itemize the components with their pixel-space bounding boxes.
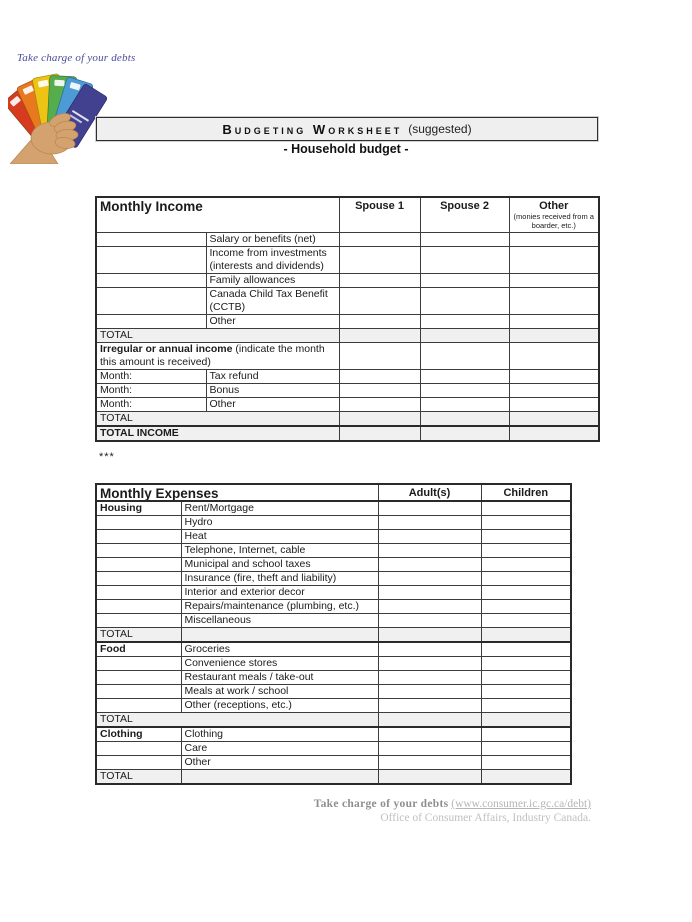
expense-item-cell bbox=[181, 628, 378, 643]
income-table-title: Monthly Income bbox=[96, 197, 339, 232]
income-amount-cell bbox=[509, 369, 599, 383]
income-month-row bbox=[96, 369, 599, 383]
expense-row bbox=[96, 727, 571, 742]
income-amount-cell bbox=[509, 328, 599, 342]
expense-amount-cell bbox=[378, 685, 481, 699]
expense-amount-cell bbox=[378, 600, 481, 614]
expense-row bbox=[96, 600, 571, 614]
expense-amount-cell bbox=[481, 614, 571, 628]
expense-item-label: Repairs/maintenance (plumbing, etc.) bbox=[181, 600, 378, 614]
card-chip bbox=[54, 80, 64, 87]
income-item-label: Family allowances bbox=[206, 273, 339, 287]
income-item-label: Other bbox=[206, 314, 339, 328]
income-month-row bbox=[96, 397, 599, 411]
income-row bbox=[96, 232, 599, 246]
income-amount-cell bbox=[420, 342, 509, 369]
income-col-other-note: (monies received from a boarder, etc.) bbox=[513, 212, 594, 230]
income-amount-cell bbox=[339, 273, 420, 287]
expense-amount-cell bbox=[378, 501, 481, 516]
expense-amount-cell bbox=[378, 558, 481, 572]
expense-row bbox=[96, 614, 571, 628]
expense-category-cell bbox=[96, 699, 181, 713]
income-total-row bbox=[96, 328, 599, 342]
income-total2-label: TOTAL bbox=[96, 411, 339, 426]
expense-category-label: Housing bbox=[96, 501, 181, 516]
income-amount-cell bbox=[339, 342, 420, 369]
housing-total-label: TOTAL bbox=[96, 628, 181, 643]
expense-item-label: Hydro bbox=[181, 516, 378, 530]
expense-category-cell bbox=[96, 756, 181, 770]
income-irregular-label bbox=[96, 342, 339, 369]
total-income-row bbox=[96, 426, 599, 441]
expense-amount-cell bbox=[481, 516, 571, 530]
income-row bbox=[96, 314, 599, 328]
expense-item-label: Municipal and school taxes bbox=[181, 558, 378, 572]
income-amount-cell bbox=[339, 369, 420, 383]
income-cat-cell bbox=[96, 287, 206, 314]
expense-category-cell bbox=[96, 657, 181, 671]
expense-item-label: Restaurant meals / take-out bbox=[181, 671, 378, 685]
expenses-table-title: Monthly Expenses bbox=[96, 484, 378, 501]
expense-amount-cell bbox=[481, 572, 571, 586]
expense-category-label: Food bbox=[96, 642, 181, 657]
income-item-label: Income from investments (interests and dividends) bbox=[206, 246, 339, 273]
expense-row bbox=[96, 558, 571, 572]
income-amount-cell bbox=[509, 426, 599, 441]
income-cat-cell bbox=[96, 314, 206, 328]
income-amount-cell bbox=[509, 246, 599, 273]
expenses-header-row bbox=[96, 484, 571, 501]
expense-item-label: Other (receptions, etc.) bbox=[181, 699, 378, 713]
expense-total-row bbox=[96, 770, 571, 785]
income-amount-cell bbox=[420, 232, 509, 246]
expense-total-row bbox=[96, 713, 571, 728]
income-cat-cell bbox=[96, 232, 206, 246]
expense-amount-cell bbox=[378, 628, 481, 643]
income-amount-cell bbox=[420, 397, 509, 411]
income-amount-cell bbox=[339, 383, 420, 397]
income-row bbox=[96, 273, 599, 287]
income-amount-cell bbox=[509, 273, 599, 287]
monthly-income-table bbox=[95, 196, 600, 442]
expense-amount-cell bbox=[481, 586, 571, 600]
income-irregular-row bbox=[96, 342, 599, 369]
expense-amount-cell bbox=[481, 770, 571, 785]
income-amount-cell bbox=[339, 232, 420, 246]
expense-category-cell bbox=[96, 600, 181, 614]
income-irregular-bold: Irregular or annual income bbox=[100, 342, 233, 355]
expense-item-label: Miscellaneous bbox=[181, 614, 378, 628]
expense-row bbox=[96, 699, 571, 713]
expense-item-label: Convenience stores bbox=[181, 657, 378, 671]
expense-item-label: Rent/Mortgage bbox=[181, 501, 378, 516]
expense-row bbox=[96, 685, 571, 699]
income-col-spouse2: Spouse 2 bbox=[420, 197, 509, 232]
income-item-label: Canada Child Tax Benefit (CCTB) bbox=[206, 287, 339, 314]
footer-tagline: Take charge of your debts bbox=[313, 798, 449, 810]
expense-amount-cell bbox=[378, 530, 481, 544]
expense-item-label: Other bbox=[181, 756, 378, 770]
logo-tagline: Take charge of your debts bbox=[17, 52, 136, 64]
expense-category-cell bbox=[96, 614, 181, 628]
expense-row bbox=[96, 516, 571, 530]
income-amount-cell bbox=[420, 426, 509, 441]
expense-amount-cell bbox=[481, 713, 571, 728]
income-total-row bbox=[96, 411, 599, 426]
total-income-label: TOTAL INCOME bbox=[96, 426, 339, 441]
income-amount-cell bbox=[420, 246, 509, 273]
expense-item-label: Telephone, Internet, cable bbox=[181, 544, 378, 558]
expense-category-cell bbox=[96, 572, 181, 586]
expense-amount-cell bbox=[481, 671, 571, 685]
income-col-other-label: Other bbox=[539, 200, 569, 212]
expense-category-cell bbox=[96, 516, 181, 530]
income-total-label: TOTAL bbox=[96, 328, 339, 342]
section-separator: *** bbox=[99, 451, 115, 463]
income-amount-cell bbox=[420, 328, 509, 342]
expense-amount-cell bbox=[378, 544, 481, 558]
income-item-label: Other bbox=[206, 397, 339, 411]
footer-line1 bbox=[171, 798, 591, 812]
expense-row bbox=[96, 501, 571, 516]
income-amount-cell bbox=[420, 314, 509, 328]
expense-category-cell bbox=[96, 671, 181, 685]
income-header-row bbox=[96, 197, 599, 232]
income-amount-cell bbox=[509, 411, 599, 426]
expense-category-cell bbox=[96, 530, 181, 544]
expense-amount-cell bbox=[481, 657, 571, 671]
expense-amount-cell bbox=[378, 713, 481, 728]
expense-item-label: Care bbox=[181, 742, 378, 756]
expense-category-cell bbox=[96, 544, 181, 558]
month-label: Month: bbox=[96, 397, 206, 411]
income-col-spouse1: Spouse 1 bbox=[339, 197, 420, 232]
income-amount-cell bbox=[420, 369, 509, 383]
income-col-other bbox=[509, 197, 599, 232]
expense-amount-cell bbox=[481, 727, 571, 742]
income-item-label: Bonus bbox=[206, 383, 339, 397]
expense-row bbox=[96, 572, 571, 586]
expense-item-cell bbox=[181, 770, 378, 785]
expense-row bbox=[96, 586, 571, 600]
expense-item-label: Meals at work / school bbox=[181, 685, 378, 699]
income-amount-cell bbox=[420, 383, 509, 397]
expense-item-label: Clothing bbox=[181, 727, 378, 742]
income-amount-cell bbox=[339, 426, 420, 441]
page-title: Budgeting Worksheet bbox=[222, 121, 403, 137]
expense-amount-cell bbox=[378, 770, 481, 785]
expense-amount-cell bbox=[378, 742, 481, 756]
expense-amount-cell bbox=[378, 642, 481, 657]
income-amount-cell bbox=[509, 287, 599, 314]
expense-item-label: Groceries bbox=[181, 642, 378, 657]
expense-amount-cell bbox=[378, 586, 481, 600]
expense-total-row bbox=[96, 628, 571, 643]
expense-category-cell bbox=[96, 586, 181, 600]
expense-row bbox=[96, 642, 571, 657]
footer-line2: Office of Consumer Affairs, Industry Canada. bbox=[380, 811, 591, 824]
clothing-total-label: TOTAL bbox=[96, 770, 181, 785]
income-amount-cell bbox=[509, 232, 599, 246]
expense-amount-cell bbox=[481, 699, 571, 713]
expense-item-label: Interior and exterior decor bbox=[181, 586, 378, 600]
income-irregular-rest: (indicate the month this amount is received) bbox=[100, 342, 325, 368]
expense-amount-cell bbox=[481, 558, 571, 572]
footer-url-link[interactable]: (www.consumer.ic.gc.ca/debt) bbox=[451, 798, 591, 810]
expense-amount-cell bbox=[378, 699, 481, 713]
income-month-row bbox=[96, 383, 599, 397]
month-label: Month: bbox=[96, 369, 206, 383]
income-amount-cell bbox=[509, 342, 599, 369]
income-amount-cell bbox=[339, 411, 420, 426]
income-amount-cell bbox=[339, 314, 420, 328]
expenses-col-children: Children bbox=[481, 484, 571, 501]
expense-amount-cell bbox=[481, 530, 571, 544]
expense-amount-cell bbox=[481, 742, 571, 756]
expense-category-cell bbox=[96, 685, 181, 699]
expense-amount-cell bbox=[481, 501, 571, 516]
expense-amount-cell bbox=[378, 516, 481, 530]
income-item-label: Salary or benefits (net) bbox=[206, 232, 339, 246]
income-amount-cell bbox=[339, 287, 420, 314]
expense-category-label: Clothing bbox=[96, 727, 181, 742]
monthly-expenses-table bbox=[95, 483, 572, 785]
expense-category-cell bbox=[96, 558, 181, 572]
income-item-label: Tax refund bbox=[206, 369, 339, 383]
income-amount-cell bbox=[509, 383, 599, 397]
title-bar bbox=[96, 117, 598, 141]
expense-amount-cell bbox=[481, 544, 571, 558]
income-amount-cell bbox=[339, 328, 420, 342]
income-amount-cell bbox=[420, 411, 509, 426]
expense-amount-cell bbox=[378, 572, 481, 586]
income-row bbox=[96, 287, 599, 314]
expense-amount-cell bbox=[378, 727, 481, 742]
expense-row bbox=[96, 657, 571, 671]
income-cat-cell bbox=[96, 273, 206, 287]
expense-amount-cell bbox=[378, 671, 481, 685]
expense-amount-cell bbox=[378, 756, 481, 770]
expenses-col-adults: Adult(s) bbox=[378, 484, 481, 501]
expense-row bbox=[96, 530, 571, 544]
month-label: Month: bbox=[96, 383, 206, 397]
income-amount-cell bbox=[509, 314, 599, 328]
expense-row bbox=[96, 742, 571, 756]
income-amount-cell bbox=[509, 397, 599, 411]
expense-item-label: Heat bbox=[181, 530, 378, 544]
page-footer bbox=[171, 798, 591, 825]
expense-amount-cell bbox=[481, 756, 571, 770]
expense-row bbox=[96, 544, 571, 558]
expense-amount-cell bbox=[378, 614, 481, 628]
expense-amount-cell bbox=[481, 600, 571, 614]
page-title-suffix: (suggested) bbox=[408, 122, 472, 136]
income-cat-cell bbox=[96, 246, 206, 273]
income-amount-cell bbox=[420, 287, 509, 314]
expense-row bbox=[96, 756, 571, 770]
expense-amount-cell bbox=[481, 642, 571, 657]
expense-amount-cell bbox=[481, 628, 571, 643]
income-amount-cell bbox=[339, 246, 420, 273]
expense-item-label: Insurance (fire, theft and liability) bbox=[181, 572, 378, 586]
food-total-label: TOTAL bbox=[96, 713, 378, 728]
expense-row bbox=[96, 671, 571, 685]
expense-amount-cell bbox=[378, 657, 481, 671]
income-amount-cell bbox=[420, 273, 509, 287]
expense-amount-cell bbox=[481, 685, 571, 699]
expense-category-cell bbox=[96, 742, 181, 756]
page-subtitle: - Household budget - bbox=[283, 142, 409, 156]
income-amount-cell bbox=[339, 397, 420, 411]
income-row bbox=[96, 246, 599, 273]
